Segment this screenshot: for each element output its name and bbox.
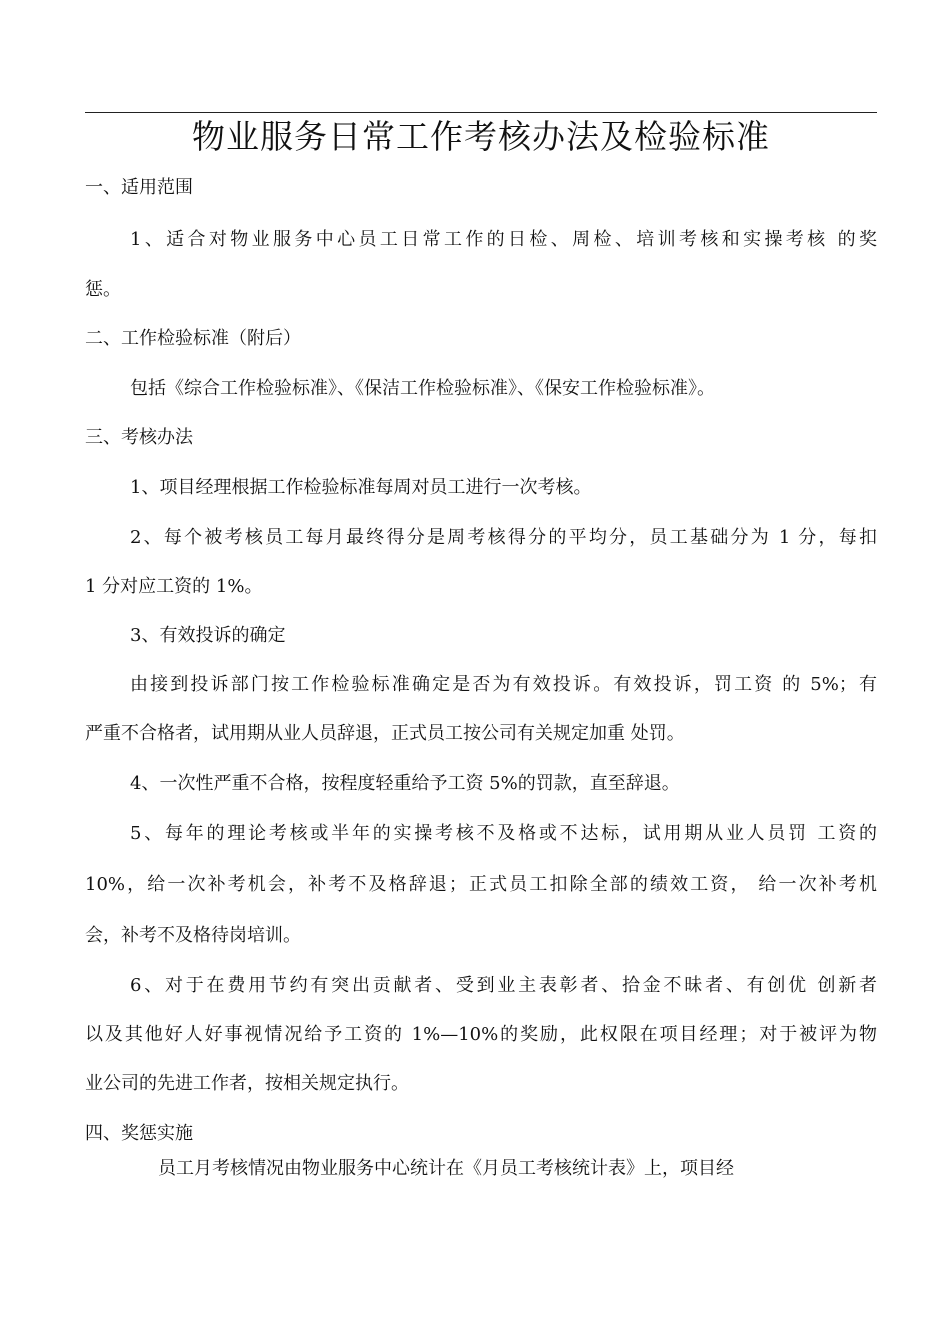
paragraph-line: 会，补考不及格待岗培训。 xyxy=(85,925,301,946)
paragraph-line: 包括《综合工作检验标准》、《保洁工作检验标准》、《保安工作检验标准》。 xyxy=(130,378,715,399)
section-heading-methods: 三、考核办法 xyxy=(85,427,193,448)
section-heading-implementation: 四、奖惩实施 xyxy=(85,1123,193,1144)
paragraph-line: 1 分对应工资的 1%。 xyxy=(85,576,263,597)
paragraph-line: 6、对于在费用节约有突出贡献者、受到业主表彰者、拾金不昧者、有创优 创新者 xyxy=(130,975,877,996)
paragraph-line: 5、每年的理论考核或半年的实操考核不及格或不达标，试用期从业人员罚 工资的 xyxy=(130,823,877,844)
paragraph-line: 惩。 xyxy=(85,279,121,300)
paragraph-line: 4、一次性严重不合格，按程度轻重给予工资 5%的罚款，直至辞退。 xyxy=(130,773,680,794)
section-heading-standards: 二、工作检验标准（附后） xyxy=(85,328,301,349)
paragraph-line: 10%，给一次补考机会，补考不及格辞退；正式员工扣除全部的绩效工资， 给一次补考机 xyxy=(85,874,877,895)
document-title: 物业服务日常工作考核办法及检验标准 xyxy=(192,117,770,156)
paragraph-line: 业公司的先进工作者，按相关规定执行。 xyxy=(85,1073,409,1094)
paragraph-line: 员工月考核情况由物业服务中心统计在《月员工考核统计表》上，项目经 xyxy=(158,1158,734,1179)
paragraph-line: 3、有效投诉的确定 xyxy=(130,625,286,646)
section-heading-scope: 一、适用范围 xyxy=(85,177,193,198)
paragraph-line: 以及其他好人好事视情况给予工资的 1%—10%的奖励，此权限在项目经理；对于被评为物 xyxy=(85,1024,877,1045)
top-rule xyxy=(85,112,877,113)
paragraph-line: 严重不合格者，试用期从业人员辞退，正式员工按公司有关规定加重 处罚。 xyxy=(85,723,685,744)
paragraph-line: 1、项目经理根据工作检验标准每周对员工进行一次考核。 xyxy=(130,477,592,498)
paragraph-line: 2、每个被考核员工每月最终得分是周考核得分的平均分，员工基础分为 1 分，每扣 xyxy=(130,527,877,548)
paragraph-line: 由接到投诉部门按工作检验标准确定是否为有效投诉。有效投诉，罚工资 的 5%；有 xyxy=(130,674,877,695)
paragraph-line: 1、适合对物业服务中心员工日常工作的日检、周检、培训考核和实操考核 的奖 xyxy=(130,229,877,250)
